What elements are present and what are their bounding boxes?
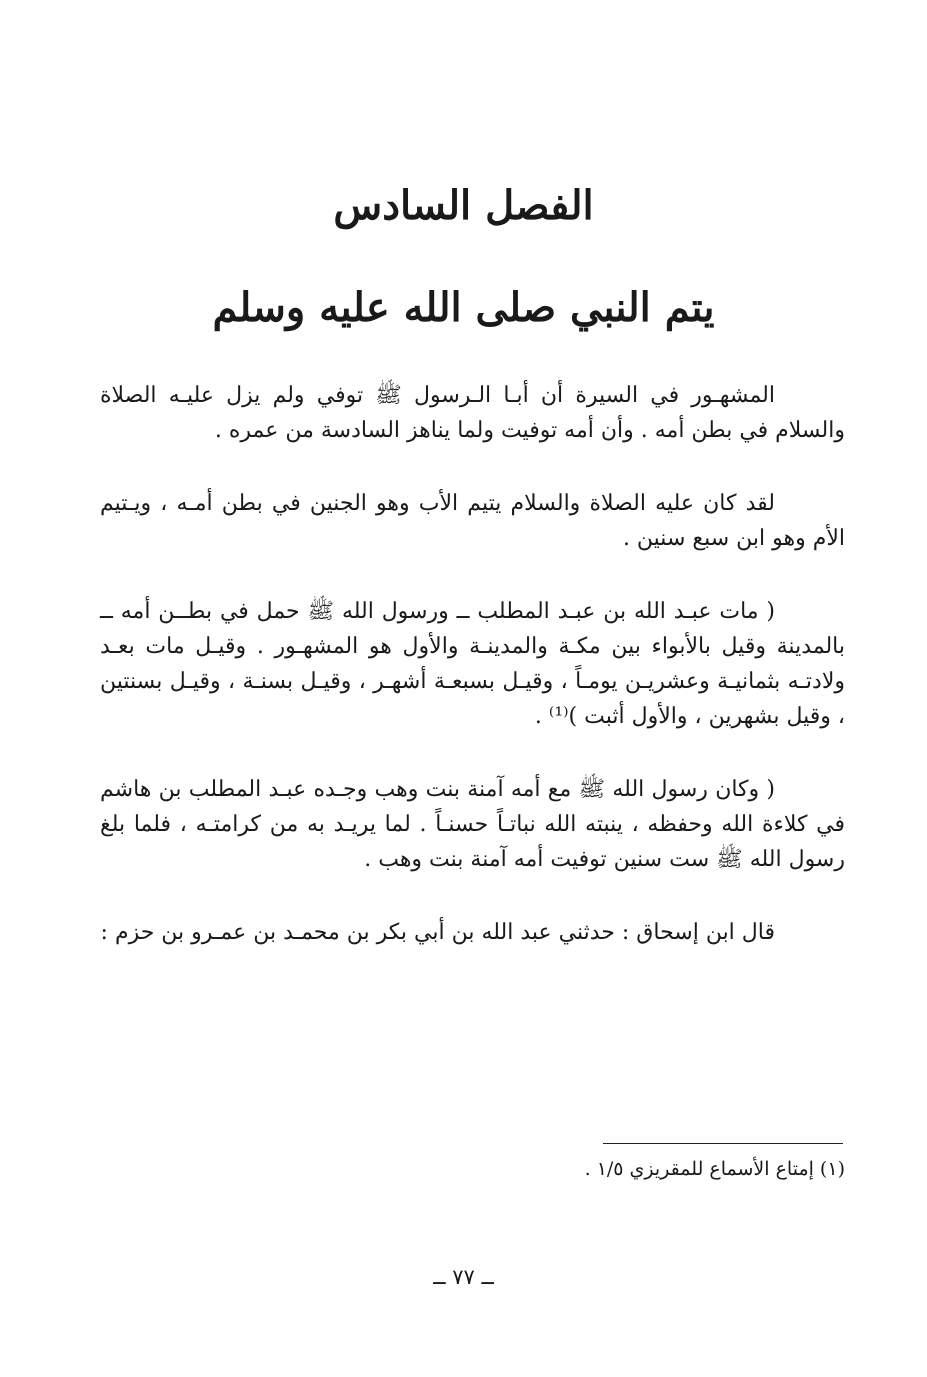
paragraph-3: ( مات عبـد الله بن عبـد المطلب ــ ورسول الله ﷺ حمل في بطــن أمه ــ بالمدينة وقيل بالأبواء بين مكـة والمدينـة والأول هو المشهـور . وقيـل مات بعـد ولادتـه بثمانيـة وعشريـن يومـاً ، وقيـل بسبعـة أشهـر ، وقيـل بسنـة ، وقيـل بسنتين ، وقيل بشهرين ، والأول أثبت )⁽¹⁾ . bbox=[100, 599, 845, 729]
page-number: ــ ٧٧ ــ bbox=[433, 1265, 494, 1289]
paragraph-4: ( وكان رسول الله ﷺ مع أمه آمنة بنت وهب وجـده عبـد المطلب بن هاشم في كلاءة الله وحفظه ، ينبته الله نباتـاً حسنـاً . لما يريـد به من كرامتـه ، فلما بلغ رسول الله ﷺ ست سنين توفيت أمه آمنة بنت وهب . bbox=[100, 777, 845, 872]
footnote: (١) إمتاع الأسماع للمقريزي ١/٥ . bbox=[584, 1158, 845, 1180]
chapter-title: الفصل السادس bbox=[333, 182, 594, 229]
paragraph-5: قال ابن إسحاق : حدثني عبد الله بن أبي بكر بن محمـد بن عمـرو بن حزم : bbox=[100, 920, 775, 945]
footnote-divider bbox=[603, 1143, 843, 1144]
chapter-subtitle: يتم النبي صلى الله عليه وسلم bbox=[212, 284, 715, 331]
paragraph-1: المشهـور في السيرة أن أبـا الـرسول ﷺ توفي ولم يزل عليـه الصلاة والسلام في بطن أمه . وأن أمه توفيت ولما يناهز السادسة من عمره . bbox=[100, 383, 845, 443]
paragraph-2: لقد كان عليه الصلاة والسلام يتيم الأب وهو الجنين في بطن أمـه ، ويـتيم الأم وهو ابن سبع سنين . bbox=[100, 491, 845, 551]
body-text bbox=[100, 378, 845, 988]
